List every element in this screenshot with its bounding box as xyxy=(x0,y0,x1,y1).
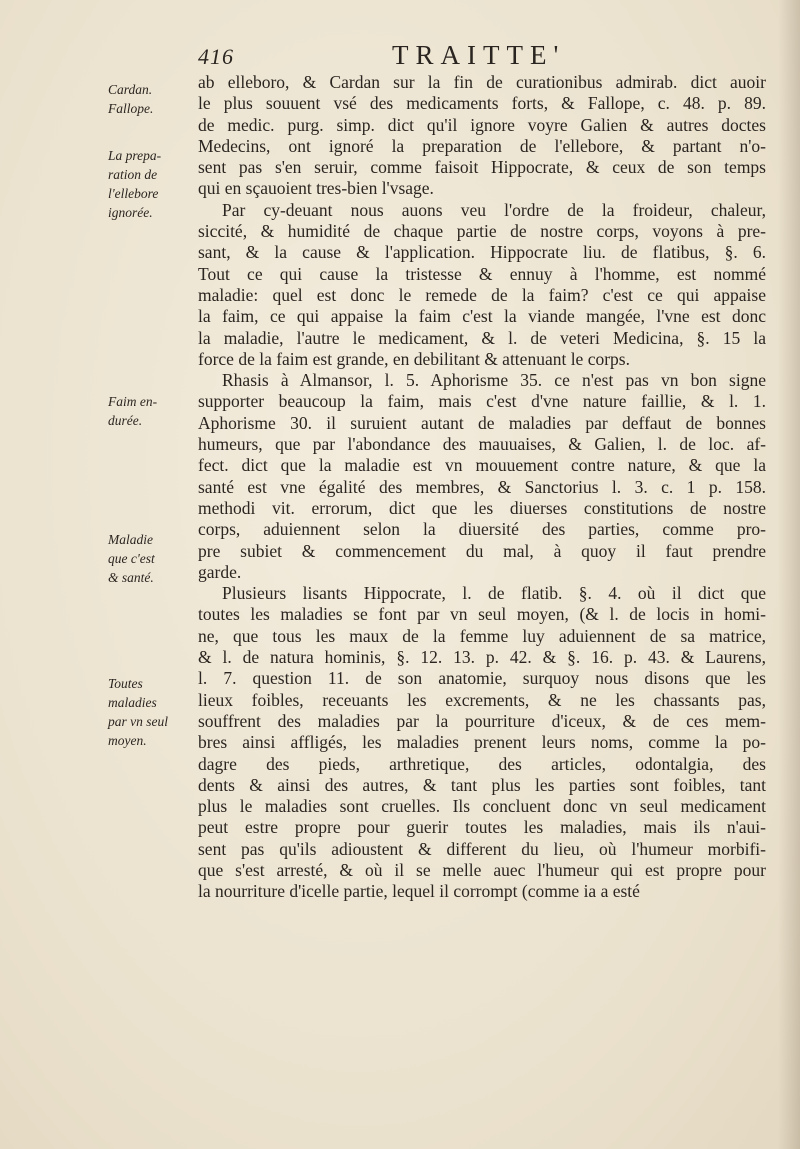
margin-note-line: que c'est xyxy=(108,551,155,566)
text-line: Aphorisme 30. il suruient autant de maladies par deffaut de bonnes xyxy=(198,412,766,433)
margin-note-line: moyen. xyxy=(108,733,147,748)
margin-notes xyxy=(108,0,196,1149)
text-line: & l. de natura hominis, §. 12. 13. p. 42. & §. 16. p. 43. & Laurens, xyxy=(198,647,766,668)
text-line: que s'est arresté, & où il se melle auec l'humeur qui est propre pour xyxy=(198,859,766,880)
text-line: qui en sçauoient tres-bien l'vsage. xyxy=(198,178,434,199)
text-line: de medic. purg. simp. dict qu'il ignore voyre Galien & autres doctes xyxy=(198,114,766,135)
text-line: santé est vne égalité des membres, & Sanctorius l. 3. c. 1 p. 158. xyxy=(198,476,766,497)
paragraph-3 xyxy=(198,370,766,583)
body-text xyxy=(198,72,766,903)
text-line: dagre des pieds, arthretique, des articles, odontalgia, des xyxy=(198,753,766,774)
margin-note-line: & santé. xyxy=(108,570,154,585)
margin-note-ellebore xyxy=(108,146,196,222)
text-line: garde. xyxy=(198,561,242,582)
text-line: l. 7. question 11. de son anatomie, surquoy nous disons que les xyxy=(198,668,766,689)
text-line: sent pas qu'ils adioustent & different du lieu, où l'humeur morbifi- xyxy=(198,838,766,859)
text-line: force de la faim est grande, en debilitant & attenuant le corps. xyxy=(198,348,630,369)
text-line: Medecins, ont ignoré la preparation de l'ellebore, & partant n'o- xyxy=(198,135,766,156)
margin-note-faim xyxy=(108,392,196,430)
text-line: la faim, ce qui appaise la faim c'est la viande mangée, l'vne est donc xyxy=(198,306,766,327)
text-line: sant, & la cause & l'application. Hippocrate liu. de flatibus, §. 6. xyxy=(198,242,766,263)
margin-note-line: durée. xyxy=(108,413,143,428)
text-line: maladie: quel est donc le remede de la faim? c'est ce qui appaise xyxy=(198,284,766,305)
text-line: siccité, & humidité de chaque partie de nostre corps, voyons à pre- xyxy=(198,221,766,242)
margin-note-line: Fallope. xyxy=(108,101,154,116)
text-line: peut estre propre pour guerir toutes les maladies, mais ils n'aui- xyxy=(198,817,766,838)
paragraph-2 xyxy=(198,200,766,370)
text-line: toutes les maladies se font par vn seul moyen, (& l. de locis in homi- xyxy=(198,604,766,625)
text-line: le plus souuent vsé des medicaments forts, & Fallope, c. 48. p. 89. xyxy=(198,93,766,114)
text-line: ab elleboro, & Cardan sur la fin de curationibus admirab. dict auoir xyxy=(198,72,766,92)
text-line: humeurs, que par l'abondance des mauuaises, & Galien, l. de loc. af- xyxy=(198,434,766,455)
text-line: Plusieurs lisants Hippocrate, l. de flatib. §. 4. où il dict que xyxy=(222,583,766,604)
text-line: plus le maladies sont cruelles. Ils concluent donc vn seul medicament xyxy=(198,796,766,817)
text-line: fect. dict que la maladie est vn mouuement contre nature, & que la xyxy=(198,455,766,476)
margin-note-line: Faim en- xyxy=(108,394,158,409)
text-line: lieux foibles, receuants les excrements, & ne les chassants pas, xyxy=(198,689,766,710)
margin-note-line: maladies xyxy=(108,695,157,710)
paragraph-4 xyxy=(198,583,766,902)
text-line: ne, que tous les maux de la femme luy aduiennent de sa matrice, xyxy=(198,625,766,646)
text-line: Rhasis à Almansor, l. 5. Aphorisme 35. ce n'est pas vn bon signe xyxy=(222,370,766,391)
margin-note-line: par vn seul xyxy=(108,714,168,729)
margin-note-toutes-maladies xyxy=(108,674,196,750)
text-line: supporter beaucoup la faim, mais c'est d'vne nature faillie, & l. 1. xyxy=(198,391,766,412)
margin-note-line: ignorée. xyxy=(108,205,153,220)
page-number: 416 xyxy=(198,44,234,69)
text-line: corps, aduiennent selon la diuersité des parties, comme pro- xyxy=(198,519,766,540)
text-line: la nourriture d'icelle partie, lequel il corrompt (comme ia a esté xyxy=(198,881,640,902)
text-line: dents & ainsi des autres, & tant plus les parties sont foibles, tant xyxy=(198,774,766,795)
text-line: pre subiet & commencement du mal, à quoy il faut prendre xyxy=(198,540,766,561)
margin-note-line: La prepa- xyxy=(108,148,162,163)
text-line: la maladie, l'autre le medicament, & l. de veteri Medicina, §. 15 la xyxy=(198,327,766,348)
margin-note-cardan-fallope xyxy=(108,80,196,118)
margin-note-line: l'ellebore xyxy=(108,186,159,201)
text-line: sent pas s'en seruir, comme faisoit Hippocrate, & ceux de son temps xyxy=(198,157,766,178)
margin-note-maladie-sante xyxy=(108,530,196,587)
margin-note-line: ration de xyxy=(108,167,158,182)
paragraph-1 xyxy=(198,72,766,200)
text-line: Par cy-deuant nous auons veu l'ordre de la froideur, chaleur, xyxy=(222,199,766,220)
text-line: methodi vit. errorum, dict que les diuerses constitutions de nostre xyxy=(198,497,766,518)
running-title: TRAITTE' xyxy=(392,40,566,70)
text-line: bres ainsi affligés, les maladies prenent leurs noms, comme la po- xyxy=(198,732,766,753)
gutter-shadow xyxy=(778,0,800,1149)
margin-note-line: Cardan. xyxy=(108,82,153,97)
margin-note-line: Toutes xyxy=(108,676,143,691)
text-line: souffrent des maladies par la pourriture d'iceux, & de ces mem- xyxy=(198,710,766,731)
margin-note-line: Maladie xyxy=(108,532,153,547)
text-line: Tout ce qui cause la tristesse & ennuy à l'homme, est nommé xyxy=(198,263,766,284)
